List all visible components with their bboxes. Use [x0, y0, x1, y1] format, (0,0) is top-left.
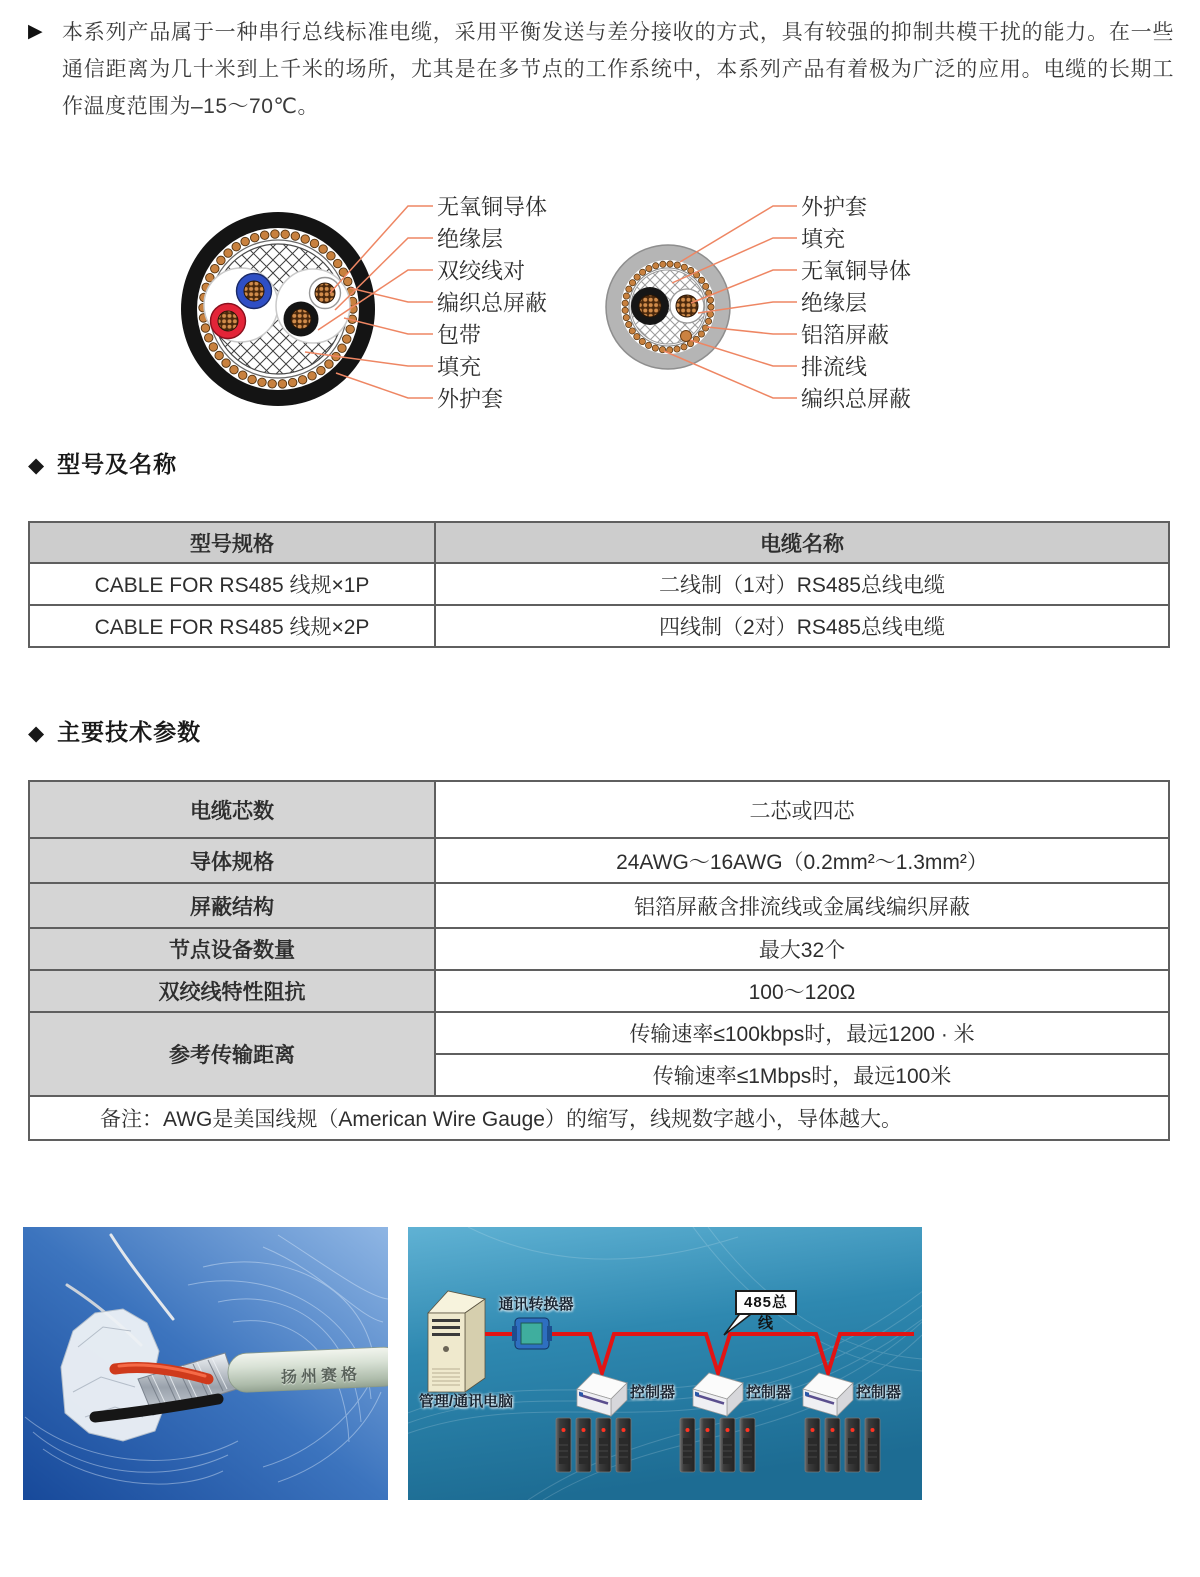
col-header-name: 电缆名称 [435, 522, 1169, 563]
converter-device [512, 1318, 552, 1349]
drain-wire [681, 331, 692, 342]
table-row [29, 781, 1169, 838]
table-row [29, 883, 1169, 928]
label-wrap-tape: 包带 [437, 322, 482, 348]
param-label: 导体规格 [29, 838, 435, 883]
cable-product-photo [23, 1227, 388, 1500]
label-outer-sheath: 外护套 [801, 194, 868, 220]
label-drain-wire: 排流线 [801, 354, 868, 380]
core-blue [237, 274, 272, 309]
param-value: 最大32个 [435, 928, 1169, 970]
label-conductor: 无氧铜导体 [437, 194, 548, 220]
controller-label: 控制器 [856, 1384, 902, 1401]
topology-art [408, 1227, 922, 1500]
model-cell: CABLE FOR RS485 线规×2P [29, 605, 435, 647]
table-row [29, 928, 1169, 970]
label-insulation: 绝缘层 [801, 290, 868, 316]
computer-label: 管理/通讯电脑 [418, 1393, 514, 1410]
converter-label: 通讯转换器 [498, 1296, 574, 1313]
label-twisted-pair: 双绞线对 [437, 258, 526, 284]
core-white [670, 289, 704, 323]
table-row [29, 605, 1169, 647]
table-note-row [29, 1096, 1169, 1140]
param-label: 双绞线特性阻抗 [29, 970, 435, 1012]
diamond-bullet-icon: ◆ [28, 722, 46, 745]
param-label: 参考传输距离 [29, 1012, 435, 1096]
controller-label: 控制器 [630, 1384, 676, 1401]
technical-parameters-table [28, 780, 1170, 1141]
param-label: 屏蔽结构 [29, 883, 435, 928]
param-label: 节点设备数量 [29, 928, 435, 970]
cable-cross-section-diagrams [0, 0, 1200, 450]
label-insulation: 绝缘层 [437, 226, 504, 252]
triangle-bullet-icon: ▶ [28, 21, 43, 42]
table-header-row [29, 522, 1169, 563]
label-braid-shield: 编织总屏蔽 [437, 290, 548, 316]
param-value: 传输速率≤100kbps时，最远1200 · 米 [435, 1012, 1169, 1054]
computer-tower [428, 1291, 485, 1392]
table-row [29, 838, 1169, 883]
param-value: 传输速率≤1Mbps时，最远100米 [435, 1054, 1169, 1096]
section-title-models: ◆ 型号及名称 [28, 451, 178, 477]
label-filling: 填充 [437, 354, 482, 380]
core-red [211, 304, 246, 339]
rs485-topology-illustration [408, 1227, 922, 1500]
note-cell: 备注：AWG是美国线规（American Wire Gauge）的缩写，线规数字越小，导体越大。 [29, 1096, 1169, 1140]
core-black [631, 287, 669, 325]
label-braid-shield: 编织总屏蔽 [801, 386, 912, 412]
col-header-model: 型号规格 [29, 522, 435, 563]
controller-label: 控制器 [746, 1384, 792, 1401]
label-outer-sheath: 外护套 [437, 386, 504, 412]
table-row [29, 1012, 1169, 1054]
core-white [310, 278, 341, 309]
label-foil-shield: 铝箔屏蔽 [801, 322, 890, 348]
param-value: 铝箔屏蔽含排流线或金属线编织屏蔽 [435, 883, 1169, 928]
right-cable-diagram [606, 245, 730, 369]
param-value: 100～120Ω [435, 970, 1169, 1012]
label-conductor: 无氧铜导体 [801, 258, 912, 284]
param-value: 二芯或四芯 [435, 781, 1169, 838]
intro-text: 本系列产品属于一种串行总线标准电缆，采用平衡发送与差分接收的方式，具有较强的抑制共模干扰的能力。在一些通信距离为几十米到上千米的场所，尤其是在多节点的工作系统中，本系列产品有着极为广泛的应用。电缆的长期工作温度范围为–15～70℃。 [62, 21, 1174, 118]
model-name-table [28, 521, 1170, 648]
param-value: 24AWG～16AWG（0.2mm²～1.3mm²） [435, 838, 1169, 883]
core-black [284, 302, 319, 337]
label-filling: 填充 [801, 226, 846, 252]
bus-callout: 485总线 [735, 1290, 797, 1315]
table-row [29, 970, 1169, 1012]
name-cell: 二线制（1对）RS485总线电缆 [435, 563, 1169, 605]
param-label: 电缆芯数 [29, 781, 435, 838]
section-title-params: ◆ 主要技术参数 [28, 719, 202, 745]
model-cell: CABLE FOR RS485 线规×1P [29, 563, 435, 605]
brand-print: 扬州赛格 [280, 1366, 362, 1387]
table-row [29, 563, 1169, 605]
name-cell: 四线制（2对）RS485总线电缆 [435, 605, 1169, 647]
diamond-bullet-icon: ◆ [28, 454, 46, 477]
